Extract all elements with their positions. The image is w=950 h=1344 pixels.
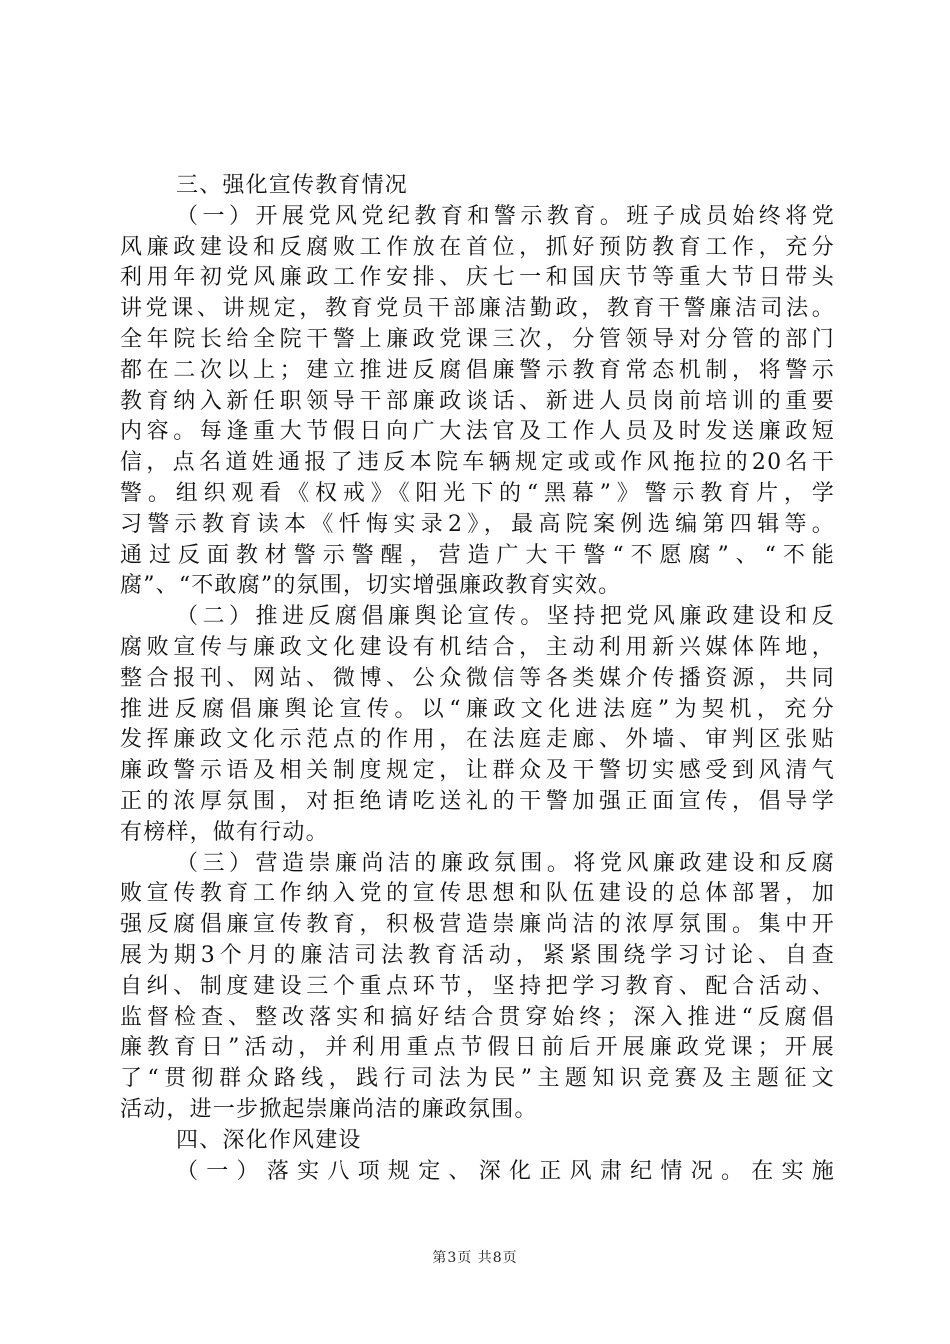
- paragraph-line: 信，点名道姓通报了违反本院车辆规定或或作风拖拉的20名干: [120, 450, 835, 476]
- paragraph-line: （三）营造崇廉尚洁的廉政氛围。将党风廉政建设和反腐: [176, 850, 835, 876]
- paragraph-line: 都在二次以上；建立推进反腐倡廉警示教育常态机制，将警示: [120, 357, 835, 383]
- paragraph-line: 监督检查、整改落实和搞好结合贯穿始终；深入推进“反腐倡: [120, 1004, 835, 1030]
- paragraph-line: 败宣传教育工作纳入党的宣传思想和队伍建设的总体部署，加: [120, 881, 835, 907]
- paragraph-line: 风廉政建设和反腐败工作放在首位，抓好预防教育工作，充分: [120, 234, 835, 260]
- paragraph-line: 习警示教育读本《忏悔实录2》，最高院案例选编第四辑等。: [120, 511, 835, 537]
- section-heading-4: 四、深化作风建设: [176, 1127, 362, 1153]
- paragraph-line: （一）落实八项规定、深化正风肃纪情况。在实施: [176, 1158, 835, 1184]
- page-number-footer: 第3页 共8页: [432, 1250, 518, 1266]
- paragraph-line: 有榜样，做有行动。: [120, 819, 329, 845]
- paragraph-line: 教育纳入新任职领导干部廉政谈话、新进人员岗前培训的重要: [120, 388, 835, 414]
- paragraph-line: 发挥廉政文化示范点的作用，在法庭走廊、外墙、审判区张贴: [120, 727, 835, 753]
- paragraph-line: （二）推进反腐倡廉舆论宣传。坚持把党风廉政建设和反: [176, 604, 835, 630]
- paragraph-line: 内容。每逢重大节假日向广大法官及工作人员及时发送廉政短: [120, 419, 835, 445]
- paragraph-line: 廉教育日”活动，并利用重点节假日前后开展廉政党课；开展: [120, 1035, 835, 1061]
- paragraph-line: 利用年初党风廉政工作安排、庆七一和国庆节等重大节日带头: [120, 265, 835, 291]
- paragraph-line: 腐”、“不敢腐”的氛围，切实增强廉政教育实效。: [120, 573, 622, 599]
- paragraph-line: 警。组织观看《权戒》《阳光下的“黑幕”》警示教育片，学: [120, 480, 835, 506]
- paragraph-line: 全年院长给全院干警上廉政党课三次，分管领导对分管的部门: [120, 326, 835, 352]
- paragraph-line: 活动，进一步掀起崇廉尚洁的廉政氛围。: [120, 1096, 538, 1122]
- paragraph-line: 强反腐倡廉宣传教育，积极营造崇廉尚洁的浓厚氛围。集中开: [120, 912, 835, 938]
- paragraph-line: 了“贯彻群众路线，践行司法为民”主题知识竞赛及主题征文: [120, 1066, 835, 1092]
- paragraph-line: 推进反腐倡廉舆论宣传。以“廉政文化进法庭”为契机，充分: [120, 696, 835, 722]
- paragraph-line: 自纠、制度建设三个重点环节，坚持把学习教育、配合活动、: [120, 973, 835, 999]
- paragraph-line: 正的浓厚氛围，对拒绝请吃送礼的干警加强正面宣传，倡导学: [120, 788, 835, 814]
- paragraph-line: 通过反面教材警示警醒，营造广大干警“不愿腐”、“不能: [120, 542, 835, 568]
- paragraph-line: 展为期3个月的廉洁司法教育活动，紧紧围绕学习讨论、自查: [120, 942, 835, 968]
- paragraph-line: 廉政警示语及相关制度规定，让群众及干警切实感受到风清气: [120, 758, 835, 784]
- paragraph-line: 腐败宣传与廉政文化建设有机结合，主动利用新兴媒体阵地，: [120, 634, 835, 660]
- section-heading-3: 三、强化宣传教育情况: [176, 173, 409, 198]
- paragraph-line: 讲党课、讲规定，教育党员干部廉洁勤政，教育干警廉洁司法。: [120, 296, 835, 322]
- document-body: [120, 171, 835, 1187]
- paragraph-line: 整合报刊、网站、微博、公众微信等各类媒介传播资源，共同: [120, 665, 835, 691]
- paragraph-line: （一）开展党风党纪教育和警示教育。班子成员始终将党: [176, 203, 835, 229]
